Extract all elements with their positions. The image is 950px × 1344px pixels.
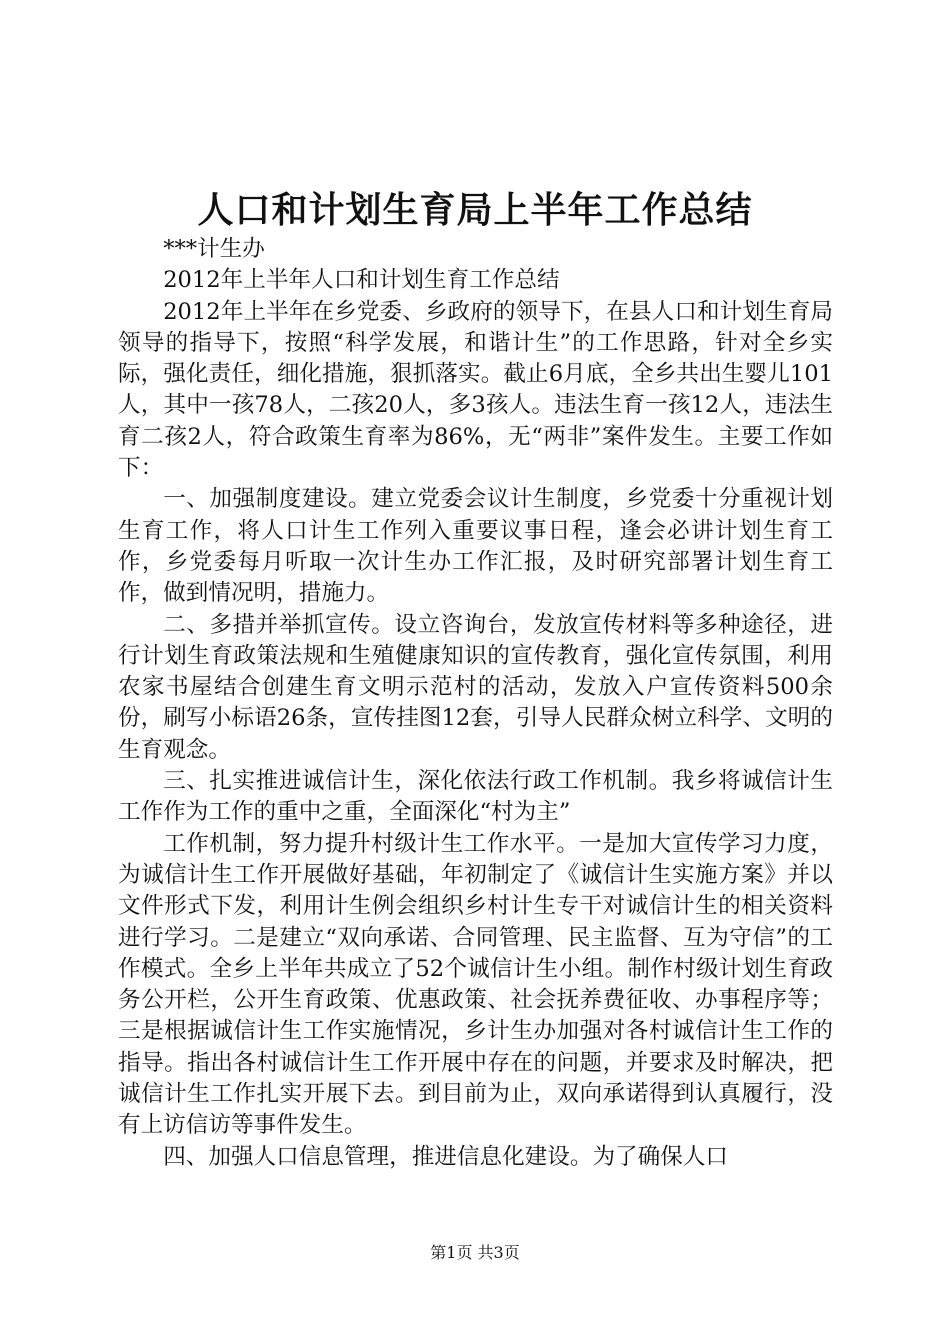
paragraph-subtitle: 2012年上半年人口和计划生育工作总结 — [163, 267, 560, 294]
paragraph-intro: 2012年上半年在乡党委、乡政府的领导下，在县人口和计划生育局领导的指导下，按照“科学发展，和谐计生”的工作思路，针对全乡实际，强化责任，细化措施，狠抓落实。截止6月底，全乡共出生婴儿101人，其中一孩78人，二孩20人，多3孩人。违法生育一孩12人，违法生育二孩2人，符合政策生育率为86%，无“两非”案件发生。主要工作如下： — [118, 298, 833, 482]
paragraph-section-1: 一、加强制度建设。建立党委会议计生制度，乡党委十分重视计划生育工作，将人口计生工作列入重要议事日程，逢会必讲计划生育工作，乡党委每月听取一次计生办工作汇报，及时研究部署计划生育工作，做到情况明，措施力。 — [118, 486, 833, 607]
paragraph-section-3: 三、扎实推进诚信计生，深化依法行政工作机制。我乡将诚信计生工作作为工作的重中之重，全面深化“村为主” — [118, 768, 833, 826]
document-title: 人口和计划生育局上半年工作总结 — [197, 189, 753, 231]
paragraph-section-3-continued: 工作机制，努力提升村级计生工作水平。一是加大宣传学习力度，为诚信计生工作开展做好基础，年初制定了《诚信计生实施方案》并以文件形式下发，利用计生例会组织乡村计生专干对诚信计生的相关资料进行学习。二是建立“双向承诺、合同管理、民主监督、互为守信”的工作模式。全乡上半年共成立了52个诚信计生小组。制作村级计划生育政务公开栏，公开生育政策、优惠政策、社会抚养费征收、办事程序等；三是根据诚信计生工作实施情况，乡计生办加强对各村诚信计生工作的指导。指出各村诚信计生工作开展中存在的问题，并要求及时解决，把诚信计生工作扎实开展下去。到目前为止，双向承诺得到认真履行，没有上访信访等事件发生。 — [118, 830, 833, 1139]
paragraph-section-4: 四、加强人口信息管理，推进信息化建设。为了确保人口 — [163, 1143, 729, 1170]
document-body — [118, 234, 833, 1173]
page-footer: 第1页 共3页 — [430, 1243, 520, 1262]
paragraph-author: ***计生办 — [163, 236, 265, 262]
paragraph-section-2: 二、多措并举抓宣传。设立咨询台，发放宣传材料等多种途径，进行计划生育政策法规和生殖健康知识的宣传教育，强化宣传氛围，利用农家书屋结合创建生育文明示范村的活动，发放入户宣传资料500余份，刷写小标语26条，宣传挂图12套，引导人民群众树立科学、文明的生育观念。 — [118, 611, 833, 763]
